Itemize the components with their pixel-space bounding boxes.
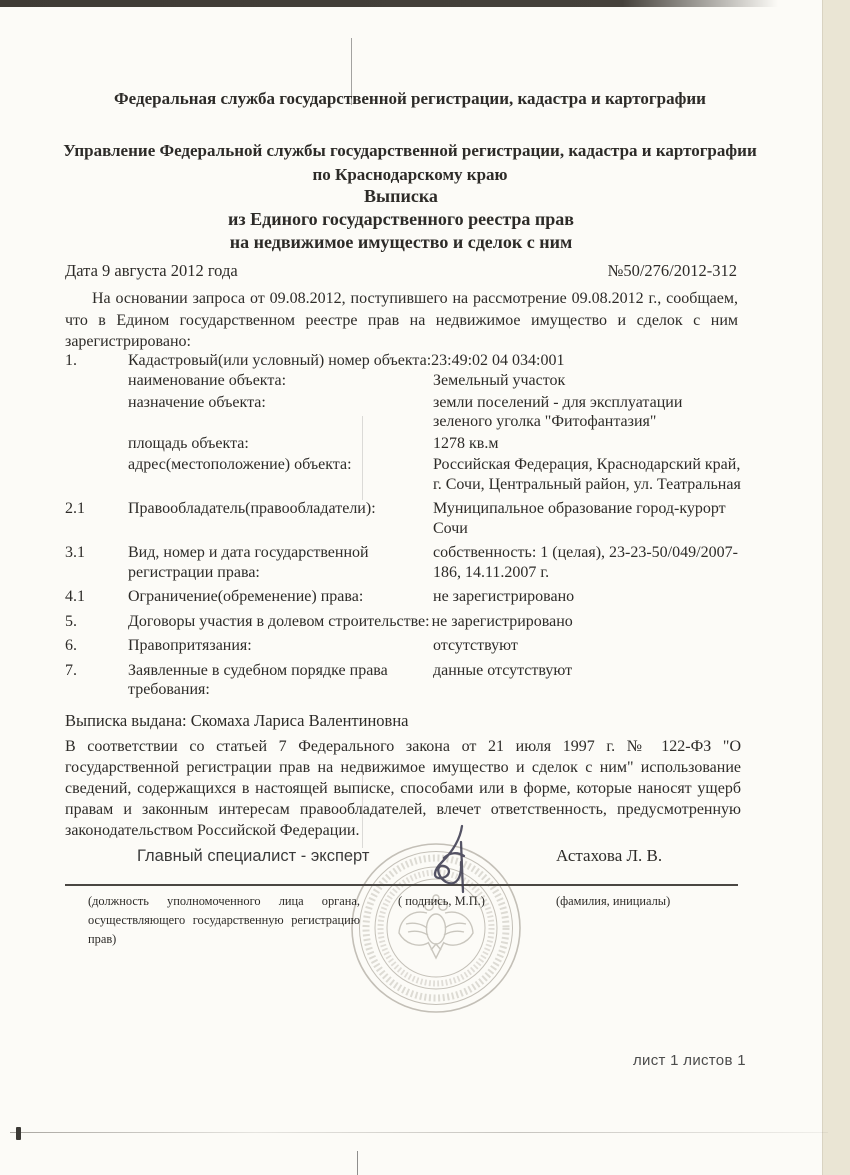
row-number — [65, 371, 128, 391]
cadastral-label: Кадастровый(или условный) номер объекта: — [128, 352, 432, 369]
issued-line: Выписка выдана: Скомаха Лариса Валентиновна — [65, 711, 409, 730]
row-number: 4.1 — [65, 588, 85, 605]
doc-title-line1: Выписка — [364, 186, 438, 206]
row-value: собственность: 1 (целая), 23-23-50/049/2007-186, 14.11.2007 г. — [433, 544, 738, 581]
table-row-court-claims — [65, 661, 741, 700]
table-row-address — [65, 455, 741, 494]
cadastral-number-index: 1. — [65, 352, 77, 369]
row-value: не зарегистрировано — [431, 612, 573, 630]
row-number: 2.1 — [65, 500, 85, 517]
row-value: 1278 кв.м — [433, 434, 499, 452]
signatory-name: Астахова Л. В. — [556, 846, 663, 865]
doc-title-line2: из Единого государственного реестра прав — [227, 209, 575, 229]
date-label: Дата 9 августа 2012 года — [65, 261, 238, 280]
row-label: Ограничение(обременение) права: — [128, 588, 364, 605]
table-row-purpose — [65, 393, 741, 432]
table-row-restrictions — [65, 587, 741, 607]
legal-paragraph: В соответствии со статьей 7 Федерального закона от 21 июля 1997 г. № 122-ФЗ "О государственной регистрации прав на недвижимое имущество и сделок с ним" использование сведений, содержащихся в настоящей выписке, способами или в форме, которые наносят ущерб правам и законным интересам правообладателей, влечет ответственность, предусмотренную законодательством Российской Федерации. — [65, 738, 741, 839]
row-value: не зарегистрировано — [433, 588, 575, 605]
doc-number: №50/276/2012-312 — [607, 261, 737, 280]
fold-mark-bottom — [357, 1151, 358, 1175]
date-number-row — [65, 261, 737, 281]
row-value: земли поселений - для эксплуатации зеленого уголка "Фитофантазия" — [433, 393, 683, 430]
row-label: адрес(местоположение) объекта: — [128, 456, 352, 473]
row-value: данные отсутствуют — [433, 661, 573, 679]
table-row-claims — [65, 636, 741, 656]
table-row-area — [65, 434, 741, 454]
row-number: 3.1 — [65, 544, 85, 561]
agency-header: Федеральная служба государственной регистрации, кадастра и картографии — [114, 89, 706, 108]
row-value: Земельный участок — [433, 372, 566, 389]
caption-sign: ( подпись, М.П.) — [398, 894, 485, 908]
row-value: Муниципальное образование город-курорт Сочи — [433, 500, 726, 537]
row-number: 5. — [65, 612, 77, 630]
row-value: отсутствуют — [433, 637, 518, 654]
scan-right-strip — [822, 0, 850, 1175]
row-number: 7. — [65, 661, 77, 679]
doc-title-line3: на недвижимое имущество и сделок с ним — [229, 232, 573, 252]
table-row-shared-construction — [65, 612, 741, 632]
table-row-name — [65, 371, 741, 391]
row-number — [65, 455, 128, 494]
row-number — [65, 434, 128, 454]
crease-line-bottom — [10, 1132, 828, 1133]
cadastral-value: 23:49:02 04 034:001 — [431, 352, 565, 369]
position-title: Главный специалист - эксперт — [137, 847, 370, 865]
row-label: Правообладатель(правообладатели): — [128, 500, 376, 517]
properties-table — [65, 371, 741, 702]
department-header: Управление Федеральной службы государственной регистрации, кадастра и картографии по Краснодарскому краю — [63, 141, 757, 184]
scan-top-edge — [0, 0, 778, 7]
row-label: назначение объекта: — [128, 393, 266, 411]
sheet-counter: лист 1 листов 1 — [633, 1052, 746, 1069]
table-row-rightholder — [65, 499, 741, 538]
handwritten-signature — [400, 812, 500, 902]
table-row-registration — [65, 543, 741, 582]
doc-title — [65, 185, 737, 254]
caption-position: (должность уполномоченного лица органа, осуществляющего государственную регистрацию прав) — [88, 894, 360, 946]
row-number: 6. — [65, 637, 77, 654]
row-number — [65, 393, 128, 432]
intro-paragraph: На основании запроса от 09.08.2012, поступившего на рассмотрение 09.08.2012 г., сообщаем, что в Едином государственном реестре прав на недвижимое имущество и сделок с ним зарегистрировано: — [65, 290, 738, 350]
row-label: Заявленные в судебном порядке права требования: — [128, 661, 388, 698]
cadastral-row — [65, 352, 765, 370]
row-label: Вид, номер и дата государственной регистрации права: — [128, 544, 369, 581]
row-label: Договоры участия в долевом строительстве: — [128, 612, 430, 630]
crease-tick — [16, 1127, 21, 1140]
caption-name: (фамилия, инициалы) — [556, 894, 671, 908]
row-label: площадь объекта: — [128, 434, 249, 452]
row-label: наименование объекта: — [128, 372, 287, 389]
row-label: Правопритязания: — [128, 637, 252, 654]
row-value: Российская Федерация, Краснодарский край, г. Сочи, Центральный район, ул. Театральная — [433, 456, 741, 493]
